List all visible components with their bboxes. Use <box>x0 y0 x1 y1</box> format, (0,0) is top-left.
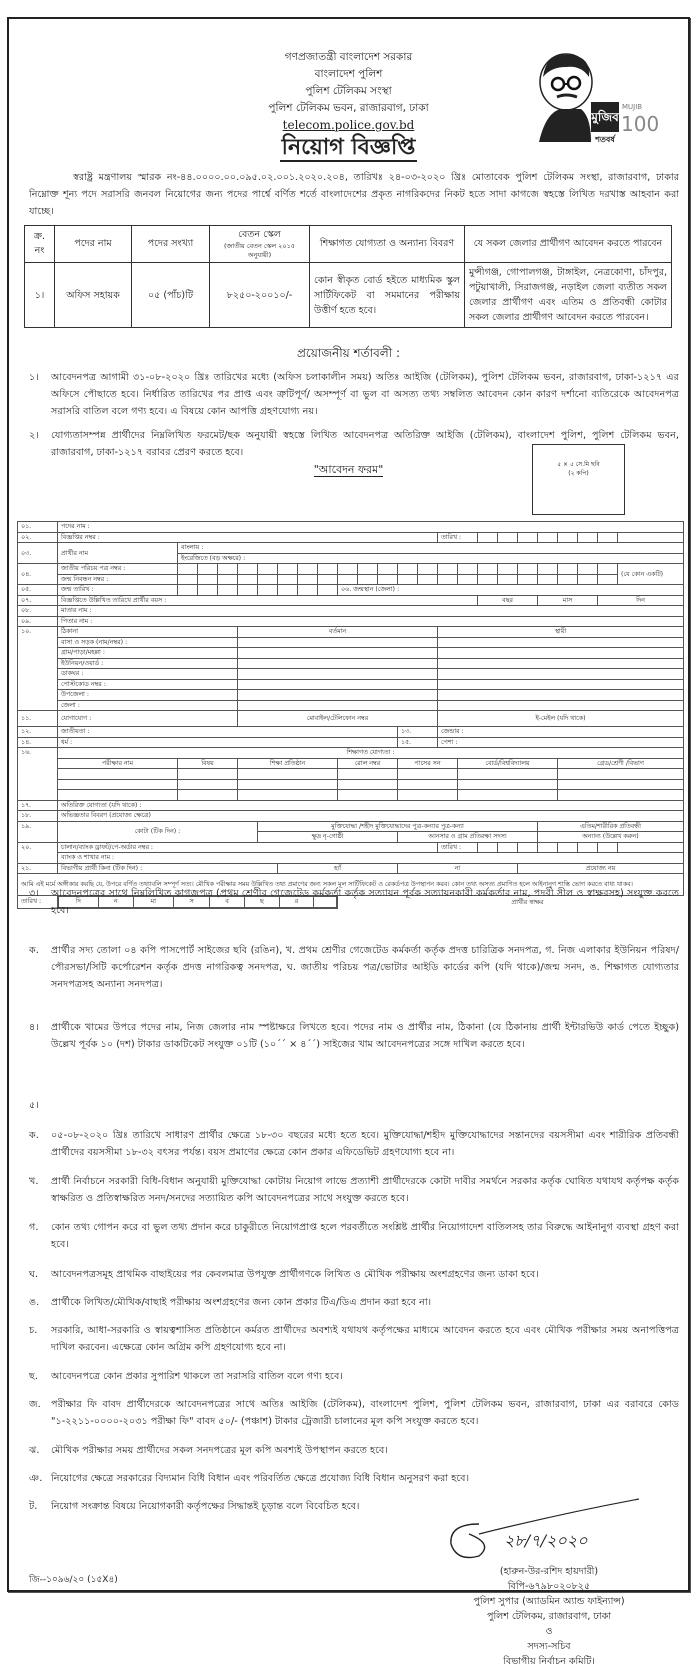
form-row-10-address: বাসা ও সড়ক (নাম/নম্বর) : <box>18 637 684 648</box>
condition-3-ka: ক. প্রার্থীর সদ্য তোলা ০৪ কপি পাসপোর্ট সাইজের ছবি (রঙিন), খ. প্রথম শ্রেণীর গেজেটেড কর্মকর্তা কর্তৃক প্রদত্ত চারিত্রিক সনদপত্র, গ. নিজ এলাকার ইউনিয়ন পরিষদ/পৌরসভা/সিটি কর্পোরেশন কর্তৃক প্রদত্ত নাগরিকত্ব সনদপত্র, ঘ. জাতীয় পরিচয় পত্র/ভোটার আইডি কার্ডের কপি (যদি থাকে)/জন্ম সনদ, ঙ. শিক্ষাগত যোগ্যতার সনদপত্রসহ অন্যান্য সনদপত্র। <box>29 945 679 990</box>
applicant-signature-label: প্রার্থীর স্বাক্ষর <box>511 898 544 906</box>
education-row <box>18 779 684 790</box>
svg-text:২৮/৭/২০২০: ২৮/৭/২০২০ <box>504 1531 588 1550</box>
condition-5-ta: ট. নিয়োগ সংক্রান্ত বিষয়ে নিয়োগকারী কর্তৃপক্ষের সিদ্ধান্তই চূড়ান্ত বলে বিবেচিত হবে। <box>29 1501 360 1512</box>
condition-5-nya: ঞ. নিয়োগের ক্ষেত্রে সরকারের বিদ্যমান বিধি বিধান এবং পরিবর্তিত ক্ষেত্রে প্রযোজ্য বিধি বিধান অনুসরণ করা হবে। <box>29 1473 470 1484</box>
handwritten-signature <box>439 1494 659 1564</box>
signatory-designation: পুলিশ সুপার (অ্যাডমিন অ্যান্ড ফাইন্যান্স) <box>473 1596 625 1607</box>
form-row-20: ২০. চালান/ব্যাংক ড্রাফট/পে-অর্ডার নম্বর : তারিখ : <box>18 842 684 853</box>
website-link[interactable]: telecom.police.gov.bd <box>282 118 415 132</box>
form-row-18: ১৮. অভিজ্ঞতার বিবরণ (প্রযোজ্য ক্ষেত্রে) <box>18 811 684 822</box>
col-post-name: পদের নাম <box>55 226 132 263</box>
condition-5-ga: গ. কোন তথ্য গোপন করে বা ভুল তথ্য প্রদান করে চাকুরীতে নিয়োগপ্রাপ্ত হলে পরবর্তীতে সংশ্লিষ্ট প্রার্থীর নিয়োগাদেশ বাতিলসহ তার বিরুদ্ধে আইনানুগ ব্যবস্থা গ্রহণ করা হবে। <box>29 1222 679 1250</box>
table-row <box>25 263 672 328</box>
form-row-19a: ১৯. কোটা (টিক দিন) : মুক্তিযোদ্ধা /শহীদ মুক্তিযোদ্ধাদের পুত্র-কন্যার পুত্র-কন্যা এতিম/শারীরিক প্রতিবন্ধী <box>18 821 684 832</box>
svg-text:মুজিব: মুজিব <box>591 110 619 124</box>
col-districts: যে সকল জেলার প্রার্থীগণ আবেদন করতে পারবেন <box>465 226 672 263</box>
form-row-01: ০১. পদের নাম : <box>18 522 684 533</box>
form-row-04a: ০৪. জাতীয় পরিচয় পত্র নম্বর : (যে কোন একটি) <box>18 564 684 575</box>
signatory-bp: বিপি-৬৭৯৮০২০৮২৫ <box>507 1581 591 1592</box>
cell-qualification: কোন স্বীকৃত বোর্ড হইতে মাধ্যমিক স্কুল সার্টিফিকেট বা সমমানের পরীক্ষায় উত্তীর্ণ হতে হবে। <box>310 263 465 328</box>
form-row-10-address: ইউনিয়ন/ওয়ার্ড : <box>18 658 684 669</box>
date-boxes: দি ন মা স ব ছ র <box>58 896 337 908</box>
form-row-14: ১৪. ধর্ম : ১৫. পেশা : <box>18 737 684 748</box>
form-row-09: ০৯. পিতার নাম : <box>18 616 684 627</box>
form-row-07: ০৭. বিজ্ঞপ্তিতে উল্লিখিত তারিখে প্রার্থীর বয়স : বছর মাস দিন <box>18 595 684 606</box>
form-row-03b: ইংরেজিতে (বড় অক্ষরে) : <box>18 553 684 564</box>
application-form-title: "আবেদন ফরম" <box>313 463 384 476</box>
form-row-10-address: পোস্টকোড নম্বর : <box>18 679 684 690</box>
org-name: পুলিশ টেলিকম সংস্থা <box>305 85 392 97</box>
condition-4: ৪। প্রার্থীকে খামের উপরে পদের নাম, নিজ জেলার নাম স্পষ্টাক্ষরে লিখতে হবে। পদের নাম ও প্রার্থীর নাম, ঠিকানা (যে ঠিকানায় প্রার্থী ইন্টারভিউ কার্ড পেতে ইচ্ছুক) উল্লেখ পূর্বক ১০ (দশ) টাকার ডাকটিকেট সংযুক্ত ০১টি (১০´´ × ৪´´) সাইজের খাম আবেদনপত্রের সঙ্গে দাখিল করতে হবে। <box>29 1022 679 1050</box>
police-name: বাংলাদেশ পুলিশ <box>314 68 383 80</box>
conditions-title: প্রয়োজনীয় শর্তাবলী : <box>296 346 401 360</box>
declaration-row: আমি এই মর্মে অঙ্গীকার করছি যে, উপরে বর্ণিত তথ্যাবলি সম্পূর্ণ সত্য। মৌখিক পরীক্ষার সময় উল্লিখিত তথ্য প্রমাণের জন্য সকল মূল সার্টিফিকেট ও রেকর্ডপত্র উপস্থাপন করব। কোন তথ্য অসত্য প্রমাণিত হলে আইনানুগ শাস্তি ভোগ করতে বাধ্য থাকব। <box>18 874 684 896</box>
signatory-role: সদস্য-সচিব <box>527 1641 571 1652</box>
education-header-row: পরীক্ষার নাম বিষয় শিক্ষা প্রতিষ্ঠান রোল নম্বর পাসের সন বোর্ড/বিশ্ববিদ্যালয় গ্রেড/শ্রেণী /বিভাগ <box>18 758 684 769</box>
condition-5-ka: ক. ০৫-০৮-২০২০ খ্রিঃ তারিখে সাধারণ প্রার্থীর ক্ষেত্রে ১৮-৩০ বছরের মধ্যে হতে হবে। মুক্তিযোদ্ধা/শহীদ মুক্তিযোদ্ধাদের সন্তানদের বয়সসীমা এবং শারীরিক প্রতিবন্ধী প্রার্থীদের বয়সসীমা ১৮-৩২ বৎসর পর্যন্ত। বয়স প্রমাণের ক্ষেত্রে কোন প্রকার এফিডেভিট গ্রহণযোগ্য হবে না। <box>29 1130 679 1158</box>
condition-5-kha: খ. প্রার্থী নির্বাচনে সরকারী বিধি-বিধান অনুযায়ী মুক্তিযোদ্ধা কোটায় নিয়োগ লাভে প্রত্যাশী প্রার্থীদেরকে কোটা দাবীর সমর্থনে সরকার কর্তৃক ঘোষিত যথাযথ কর্তৃপক্ষ কর্তৃক স্বাক্ষরিত ও প্রতিস্বাক্ষরিত সনদ/সনদের সত্যায়িত কপি আবেদনপত্রের সাথে সংযুক্ত করতে হবে। <box>29 1176 679 1204</box>
svg-text:100: 100 <box>621 112 660 136</box>
col-serial: ক্র. নং <box>25 226 55 263</box>
table-header-row <box>25 226 672 263</box>
col-pay-scale: বেতন স্কেল (জাতীয় বেতন স্কেল ২০১৫ অনুযায়ী) <box>210 226 310 263</box>
cell-post-count: ০৫ (পাঁচ)টি <box>132 263 210 328</box>
col-post-count: পদের সংখ্যা <box>132 226 210 263</box>
form-row-10-address: গ্রাম/পাড়া/মহল্লা : <box>18 648 684 659</box>
form-row-10-address: ডাকঘর : <box>18 669 684 680</box>
footer-code: জি--১০৯৬/২০ (১৫X৪) <box>29 1575 118 1585</box>
cell-post-name: অফিস সহায়ক <box>55 263 132 328</box>
form-row-11: ১১. যোগাযোগ : মোবাইল/টেলিফোন নম্বর ই-মেইল (যদি থাকে) <box>18 711 684 727</box>
recruitment-notice-page: গণপ্রজাতন্ত্রী বাংলাদেশ সরকার বাংলাদেশ পুলিশ পুলিশ টেলিকম সংস্থা পুলিশ টেলিকম ভবন, রাজারবাগ, ঢাকা telecom.police.gov.bd মুজিব শতবর্ষ MUJIB 100 নিয়োগ বিজ্ঞপ্তি স্বরাষ্ট্র মন্ত্রণালয় স্মারক নং-৪৪.০০০০.০০.০৯৫.০২.০০১.২০২০.২০৪, তারিখঃ ২৪-০৩-২০২০ খ্রিঃ মোতাবেক পুলিশ টেলিকম সংস্থা, রাজারবাগ, ঢাকার নিম্নোক্ত শূন্য পদে সরাসরি জনবল নিয়োগের জন্য পদের পার্শ্বে বর্ণিত শর্তে বাংলাদেশের প্রকৃত নাগরিকদের নিকট হতে সাদা কাগজে স্বহস্তে লিখিত দরখাস্ত আহবান করা যাচ্ছে। ক্র. নং পদের নাম পদের সংখ্যা বেতন স্কেল (জাতীয় বেতন স্কেল ২০১৫ অনুযায়ী) শিক্ষাগত যোগ্যতা ও অন্যান্য বিবরণ যে সকল জেলার প্রার্থীগণ আবেদন করতে পারবেন ১। অফিস সহায়ক ০৫ (পাঁচ)টি ৮২৫০-২০০১০/- কোন স্বীকৃত বোর্ড হইতে মাধ্যমিক স্কুল সার্টিফিকেট বা সমমানের পরীক্ষায় উত্তীর্ণ হতে হবে। মুন্সীগঞ্জ, গোপালগঞ্জ, টাঙ্গাইল, নেত্রকোণা, চাঁদপুর, পটুয়াখালী, সিরাজগঞ্জ, নড়াইল জেলা ব্যতীত সকল জেলার প্রার্থীগণ এবং এতিম ও প্রতিবন্ধী কোটার সকল জেলার প্রার্থীগণ আবেদন করতে পারবেন। প্রয়োজনীয় শর্তাবলী : ১। আবেদনপত্র আগামী ৩১-০৮-২০২০ খ্রিঃ তারিখের মধ্যে (অফিস চলাকালীন সময়) অতিঃ আইজি (টেলিকম), পুলিশ টেলিকম ভবন, রাজারবাগ, ঢাকা-১২১৭ এর অফিসে পৌছাতে হবে। নির্ধারিত তারিখের পর প্রাপ্ত এবং ত্রুটিপূর্ণ/ অসম্পূর্ণ বা ভুল বা অসত্য তথ্য সম্বলিত আবেদন কোন কারণ দর্শানো ব্যতিরেকে আবেদনপত্র সরাসরি বাতিল বলে গণ্য হবে। এ বিষয়ে কোন আপত্তি গ্রহণযোগ্য নয়। ২। যোগ্যতাসম্পন্ন প্রার্থীদের নিম্নলিখিত ফরমেট/ছক অনুযায়ী স্বহস্তে লিখিত আবেদনপত্র অতিরিক্ত আইজি (টেলিকম), বাংলাদেশ পুলিশ, পুলিশ টেলিকম ভবন, রাজারবাগ, ঢাকা-১২১৭ বরাবর প্রেরণ করতে হবে। "আবেদন ফরম" ৫ × ৫ সে.মি ছবি (২ কপি) ০১. পদের নাম : ০২. বিজ্ঞপ্তির নম্বর : তারিখ : ০৩. প্রার্থীর নাম বাংলায় : ইংরেজিতে (বড় অক্ষরে) : ০৪. জাতীয় পরিচয় পত্র নম্বর : (যে কোন একটি) জন্ম নিবন্ধন নম্বর : ০৫. জন্ম তারিখ : ০৬. জন্মস্থান (জেলা) : ০৭. বিজ্ঞপ্তিতে উল্লিখিত তারিখে প্রার্থীর বয়স : বছর মাস দিন ০৮. মাতার নাম : ০৯. পিতার নাম : ১০. ঠিকানা বর্তমান স্থায়ী বাসা ও সড়ক (নাম/নম্বর) : গ্রাম/পাড়া/মহল্লা : ইউনিয়ন/ওয়ার্ড : ডাকঘর : পোস্টকোড নম্বর : উপজেলা : জেলা : ১১. যোগাযোগ : মোবাইল/টেলিফোন নম্বর ই-মেইল (যদি থাকে) ১২. জাতীয়তা : ১৩. জেন্ডার : ১৪. ধর্ম : ১৫. পেশা : ১৬. শিক্ষাগত যোগ্যতা : পরীক্ষার নাম বিষয় শিক্ষা প্রতিষ্ঠান রোল নম্বর পাসের সন বোর্ড/বিশ্ববিদ্যালয় গ্রেড/শ্রেণী /বিভাগ ১৭. অতিরিক্ত যোগ্যতা (যদি থাকে) : ১৮. অভিজ্ঞতার বিবরণ (প্রযোজ্য ক্ষেত্রে) ১৯. কোটা (টিক দিন) : মুক্তিযোদ্ধা /শহীদ মুক্তিযোদ্ধাদের পুত্র-কন্যার পুত্র-কন্যা এতিম/শারীরিক প্রতিবন্ধী ক্ষুদ্র নৃ-গোষ্ঠী আনসার ও গ্রাম প্রতিরক্ষা সদস্য অন্যান্য (উল্লেখ করুন) ২০. চালান/ব্যাংক ড্রাফট/পে-অর্ডার নম্বর : তারিখ : ব্যাংক ও শাখার নাম : ২১. বিভাগীয় প্রার্থী কিনা (টিক দিন) : হ্যাঁ না প্রযোজ্য নয় আমি এই মর্মে অঙ্গীকার করছি যে, উপরে বর্ণিত তথ্যাবলি সম্পূর্ণ সত্য। মৌখিক পরীক্ষার সময় উল্লিখিত তথ্য প্রমাণের জন্য সকল মূল সার্টিফিকেট ও রেকর্ডপত্র উপস্থাপন করব। কোন তথ্য অসত্য প্রমাণিত হলে আইনানুগ শাস্তি ভোগ করতে বাধ্য থাকব। তারিখ : দি ন মা স ব ছ র প্রার্থীর স্বাক্ষর ৩। আবেদনপত্রের সাথে নিম্নলিখিত কাগজপত্র (প্রথম শ্রেণীর গেজেটেড কর্মকর্তা কর্তৃক সত্যায়ন পূর্বক সত্যায়নকারী কর্মকর্তার নাম, পদবী সীল ও স্বাক্ষরসহ) সংযুক্ত করতে হবে। ক. প্রার্থীর সদ্য তোলা ০৪ কপি পাসপোর্ট সাইজের ছবি (রঙিন), খ. প্রথম শ্রেণীর গেজেটেড কর্মকর্তা কর্তৃক প্রদত্ত চারিত্রিক সনদপত্র, গ. নিজ এলাকার ইউনিয়ন পরিষদ/পৌরসভা/সিটি কর্পোরেশন কর্তৃক প্রদত্ত নাগরিকত্ব সনদপত্র, ঘ. জাতীয় পরিচয় পত্র/ভোটার আইডি কার্ডের কপি (যদি থাকে)/জন্ম সনদ, ঙ. শিক্ষাগত যোগ্যতার সনদপত্রসহ অন্যান্য সনদপত্র। ৪। প্রার্থীকে খামের উপরে পদের নাম, নিজ জেলার নাম স্পষ্টাক্ষরে লিখতে হবে। পদের নাম ও প্রার্থীর নাম, ঠিকানা (যে ঠিকানায় প্রার্থী ইন্টারভিউ কার্ড পেতে ইচ্ছুক) উল্লেখ পূর্বক ১০ (দশ) টাকার ডাকটিকেট সংযুক্ত ০১টি (১০´´ × ৪´´) সাইজের খাম আবেদনপত্রের সঙ্গে দাখিল করতে হবে। ৫। ক. ০৫-০৮-২০২০ খ্রিঃ তারিখে সাধারণ প্রার্থীর ক্ষেত্রে ১৮-৩০ বছরের মধ্যে হতে হবে। মুক্তিযোদ্ধা/শহীদ মুক্তিযোদ্ধাদের সন্তানদের বয়সসীমা এবং শারীরিক প্রতিবন্ধী প্রার্থীদের বয়সসীমা ১৮-৩২ বৎসর পর্যন্ত। বয়স প্রমাণের ক্ষেত্রে কোন প্রকার এফিডেভিট গ্রহণযোগ্য হবে না। খ. প্রার্থী নির্বাচনে সরকারী বিধি-বিধান অনুযায়ী মুক্তিযোদ্ধা কোটায় নিয়োগ লাভে প্রত্যাশী প্রার্থীদেরকে কোটা দাবীর সমর্থনে সরকার কর্তৃক ঘোষিত যথাযথ কর্তৃপক্ষ কর্তৃক স্বাক্ষরিত ও প্রতিস্বাক্ষরিত সনদ/সনদের সত্যায়িত কপি আবেদনপত্রের সাথে সংযুক্ত করতে হবে। গ. কোন তথ্য গোপন করে বা ভুল তথ্য প্রদান করে চাকুরীতে নিয়োগপ্রাপ্ত হলে পরবর্তীতে সংশ্লিষ্ট প্রার্থীর নিয়োগাদেশ বাতিলসহ তার বিরুদ্ধে আইনানুগ ব্যবস্থা গ্রহণ করা হবে। ঘ. আবেদনপত্রসমূহ প্রাথমিক বাছাইয়ের পর কেবলমাত্র উপযুক্ত প্রার্থীগণকে লিখিত ও মৌখিক পরীক্ষায় অংশগ্রহণের জন্য ডাকা হবে। ঙ. প্রার্থীকে লিখিত/মৌখিক/বাছাই পরীক্ষায় অংশগ্রহণের জন্য কোন প্রকার টিএ/ডিএ প্রদান করা হবে না। চ. সরকারি, আধা-সরকারি ও স্বায়ত্বশাসিত প্রতিষ্ঠানে কর্মরত প্রার্থীদের অবশ্যই যথাযথ কর্তৃপক্ষের মাধ্যমে আবেদন করতে হবে এবং মৌখিক পরীক্ষার সময় অনাপত্তিপত্র দাখিল করবেন। এক্ষেত্রে কোন অগ্রিম কপি গ্রহণযোগ্য হবে না। ছ. আবেদনপত্রে কোন প্রকার সুপারিশ থাকলে তা সরাসরি বাতিল বলে গণ্য হবে। জ. পরীক্ষার ফি বাবদ প্রার্থীদেরকে আবেদনপত্রের সাথে অতিঃ আইজি (টেলিকম), বাংলাদেশ পুলিশ, পুলিশ টেলিকম ভবন, রাজারবাগ, ঢাকা এর বরাবরে কোড "১-২২১১-০০০০-২০৩১ পরীক্ষা ফি" বাবদ ৫০/- (পঞ্চাশ) টাকার ট্রেজারী চালানের মূল কপি সংযুক্ত করতে হবে। ঝ. মৌখিক পরীক্ষার সময় প্রার্থীদের সকল সনদপত্রের মূল কপি অবশ্যই উপস্থাপন করতে হবে। ঞ. নিয়োগের ক্ষেত্রে সরকারের বিদ্যমান বিধি বিধান এবং পরিবর্তিত ক্ষেত্রে প্রযোজ্য বিধি বিধান অনুসরণ করা হবে। ট. নিয়োগ সংক্রান্ত বিষয়ে নিয়োগকারী কর্তৃপক্ষের সিদ্ধান্তই চূড়ান্ত বলে বিবেচিত হবে। ২৮/৭/২০২০ (হারুন-উর-রশিদ হায়দারী) বিপি-৬৭৯৮০২০৮২৫ পুলিশ সুপার (অ্যাডমিন অ্যান্ড ফাইন্যান্স) পুলিশ টেলিকম, রাজারবাগ, ঢাকা ও সদস্য-সচিব বিভাগীয় নির্বাচন কমিটি। জি--১০৯৬/২০ (১৫X৪) <box>7 17 690 1592</box>
svg-text:শতবর্ষ: শতবর্ষ <box>595 135 615 144</box>
condition-5-ja: জ. পরীক্ষার ফি বাবদ প্রার্থীদেরকে আবেদনপত্রের সাথে অতিঃ আইজি (টেলিকম), বাংলাদেশ পুলিশ, পুলিশ টেলিকম ভবন, রাজারবাগ, ঢাকা এর বরাবরে কোড "১-২২১১-০০০০-২০৩১ পরীক্ষা ফি" বাবদ ৫০/- (পঞ্চাশ) টাকার ট্রেজারী চালানের মূল কপি সংযুক্ত করতে হবে। <box>29 1399 679 1427</box>
condition-3: ৩। আবেদনপত্রের সাথে নিম্নলিখিত কাগজপত্র (প্রথম শ্রেণীর গেজেটেড কর্মকর্তা কর্তৃক সত্যায়ন পূর্বক সত্যায়নকারী কর্মকর্তার নাম, পদবী সীল ও স্বাক্ষরসহ) সংযুক্ত করতে হবে। <box>29 888 679 916</box>
condition-2: ২। যোগ্যতাসম্পন্ন প্রার্থীদের নিম্নলিখিত ফরমেট/ছক অনুযায়ী স্বহস্তে লিখিত আবেদনপত্র অতিরিক্ত আইজি (টেলিকম), বাংলাদেশ পুলিশ, পুলিশ টেলিকম ভবন, রাজারবাগ, ঢাকা-১২১৭ বরাবর প্রেরণ করতে হবে। <box>29 430 679 458</box>
form-row-02: ০২. বিজ্ঞপ্তির নম্বর : তারিখ : <box>18 532 684 543</box>
form-row-08: ০৮. মাতার নাম : <box>18 606 684 617</box>
intro-paragraph: স্বরাষ্ট্র মন্ত্রণালয় স্মারক নং-৪৪.০০০০.০০.০৯৫.০২.০০১.২০২০.২০৪, তারিখঃ ২৪-০৩-২০২০ খ্রিঃ মোতাবেক পুলিশ টেলিকম সংস্থা, রাজারবাগ, ঢাকার নিম্নোক্ত শূন্য পদে সরাসরি জনবল নিয়োগের জন্য পদের পার্শ্বে বর্ণিত শর্তে বাংলাদেশের প্রকৃত নাগরিকদের নিকট হতে সাদা কাগজে স্বহস্তে লিখিত দরখাস্ত আহবান করা যাচ্ছে। <box>29 172 679 217</box>
education-row <box>18 790 684 801</box>
notice-title: নিয়োগ বিজ্ঞপ্তি <box>281 135 416 160</box>
signatory-name: (হারুন-উর-রশিদ হায়দারী) <box>499 1566 599 1577</box>
application-form-table <box>17 521 684 909</box>
education-row <box>18 769 684 780</box>
condition-5-uma: ঙ. প্রার্থীকে লিখিত/মৌখিক/বাছাই পরীক্ষায় অংশগ্রহণের জন্য কোন প্রকার টিএ/ডিএ প্রদান করা হবে না। <box>29 1297 432 1308</box>
condition-5-cha: ছ. আবেদনপত্রে কোন প্রকার সুপারিশ থাকলে তা সরাসরি বাতিল বলে গণ্য হবে। <box>29 1371 343 1382</box>
cell-serial: ১। <box>25 263 55 328</box>
form-row-21: ২১. বিভাগীয় প্রার্থী কিনা (টিক দিন) : হ্যাঁ না প্রযোজ্য নয় <box>18 863 684 874</box>
photo-box: ৫ × ৫ সে.মি ছবি (২ কপি) <box>532 444 625 515</box>
govt-name: গণপ্রজাতন্ত্রী বাংলাদেশ সরকার <box>284 51 413 63</box>
signatory-office: পুলিশ টেলিকম, রাজারবাগ, ঢাকা <box>487 1611 611 1622</box>
posts-table <box>24 225 672 328</box>
condition-5-jha: ঝ. মৌখিক পরীক্ষার সময় প্রার্থীদের সকল সনদপত্রের মূল কপি অবশ্যই উপস্থাপন করতে হবে। <box>29 1445 388 1456</box>
form-row-03a: ০৩. প্রার্থীর নাম বাংলায় : <box>18 543 684 554</box>
form-row-20b: ব্যাংক ও শাখার নাম : <box>18 853 684 864</box>
cell-pay-scale: ৮২৫০-২০০১০/- <box>210 263 310 328</box>
org-address: পুলিশ টেলিকম ভবন, রাজারবাগ, ঢাকা <box>268 102 429 114</box>
svg-text:MUJIB: MUJIB <box>622 103 643 111</box>
condition-5-ca: চ. সরকারি, আধা-সরকারি ও স্বায়ত্বশাসিত প্রতিষ্ঠানে কর্মরত প্রার্থীদের অবশ্যই যথাযথ কর্তৃপক্ষের মাধ্যমে আবেদন করতে হবে এবং মৌখিক পরীক্ষার সময় অনাপত্তিপত্র দাখিল করবেন। এক্ষেত্রে কোন অগ্রিম কপি গ্রহণযোগ্য হবে না। <box>29 1325 679 1353</box>
form-row-12: ১২. জাতীয়তা : ১৩. জেন্ডার : <box>18 727 684 738</box>
form-row-04b: জন্ম নিবন্ধন নম্বর : <box>18 574 684 585</box>
condition-1: ১। আবেদনপত্র আগামী ৩১-০৮-২০২০ খ্রিঃ তারিখের মধ্যে (অফিস চলাকালীন সময়) অতিঃ আইজি (টেলিকম), পুলিশ টেলিকম ভবন, রাজারবাগ, ঢাকা-১২১৭ এর অফিসে পৌছাতে হবে। নির্ধারিত তারিখের পর প্রাপ্ত এবং ত্রুটিপূর্ণ/ অসম্পূর্ণ বা ভুল বা অসত্য তথ্য সম্বলিত আবেদন কোন কারণ দর্শানো ব্যতিরেকে আবেদনপত্র সরাসরি বাতিল বলে গণ্য হবে। এ বিষয়ে কোন আপত্তি গ্রহণযোগ্য নয়। <box>29 372 679 417</box>
form-date-signature-row: তারিখ : দি ন মা স ব ছ র প্রার্থীর স্বাক্ষর <box>18 896 684 909</box>
cell-districts: মুন্সীগঞ্জ, গোপালগঞ্জ, টাঙ্গাইল, নেত্রকোণা, চাঁদপুর, পটুয়াখালী, সিরাজগঞ্জ, নড়াইল জেলা ব্যতীত সকল জেলার প্রার্থীগণ এবং এতিম ও প্রতিবন্ধী কোটার সকল জেলার প্রার্থীগণ আবেদন করতে পারবেন। <box>465 263 672 328</box>
signatory-and: ও <box>545 1626 553 1637</box>
form-row-17: ১৭. অতিরিক্ত যোগ্যতা (যদি থাকে) : <box>18 800 684 811</box>
condition-5-gha: ঘ. আবেদনপত্রসমূহ প্রাথমিক বাছাইয়ের পর কেবলমাত্র উপযুক্ত প্রার্থীগণকে লিখিত ও মৌখিক পরীক্ষায় অংশগ্রহণের জন্য ডাকা হবে। <box>29 1269 539 1280</box>
form-row-16-head: ১৬. শিক্ষাগত যোগ্যতা : <box>18 748 684 759</box>
form-row-10-head: ১০. ঠিকানা বর্তমান স্থায়ী <box>18 627 684 638</box>
signatory-committee: বিভাগীয় নির্বাচন কমিটি। <box>503 1656 595 1667</box>
form-row-05: ০৫. জন্ম তারিখ : ০৬. জন্মস্থান (জেলা) : <box>18 585 684 596</box>
form-row-19b: ক্ষুদ্র নৃ-গোষ্ঠী আনসার ও গ্রাম প্রতিরক্ষা সদস্য অন্যান্য (উল্লেখ করুন) <box>18 832 684 843</box>
form-row-10-address: উপজেলা : <box>18 690 684 701</box>
col-qualification: শিক্ষাগত যোগ্যতা ও অন্যান্য বিবরণ <box>310 226 465 263</box>
form-row-10-address: জেলা : <box>18 700 684 711</box>
